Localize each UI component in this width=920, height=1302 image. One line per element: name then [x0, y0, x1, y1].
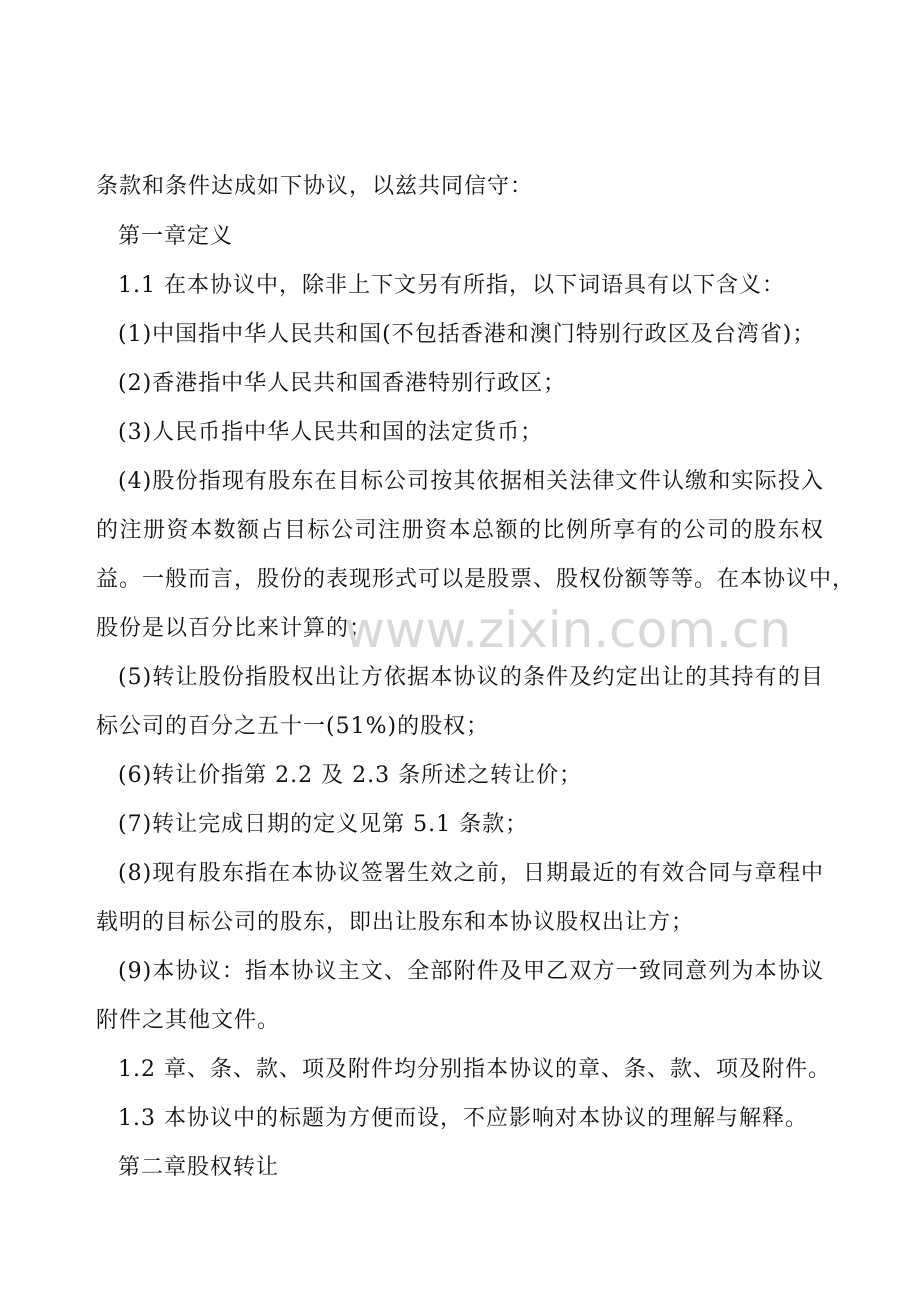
definition-line: (1)中国指中华人民共和国(不包括香港和澳门特别行政区及台湾省)；	[118, 322, 816, 347]
chapter-heading: 第一章定义	[118, 224, 234, 249]
definition-line: (9)本协议：指本协议主文、全部附件及甲乙双方一致同意列为本协议	[118, 959, 824, 984]
definition-line: (2)香港指中华人民共和国香港特别行政区；	[118, 371, 567, 396]
definition-line: 标公司的百分之五十一(51%)的股权；	[96, 714, 490, 739]
definition-line: 的注册资本数额占目标公司注册资本总额的比例所享有的公司的股东权	[96, 518, 824, 543]
watermark-text: www.zixin.com.cn	[344, 601, 792, 659]
clause-line: 1.2 章、条、款、项及附件均分别指本协议的章、条、款、项及附件。	[118, 1057, 831, 1082]
definition-line: (3)人民币指中华人民共和国的法定货币；	[118, 420, 544, 445]
definition-line: 附件之其他文件。	[96, 1008, 281, 1033]
definition-line: 股份是以百分比来计算的；	[96, 616, 373, 641]
definition-line: (6)转让价指第 2.2 及 2.3 条所述之转让价；	[118, 763, 583, 788]
clause-line: 1.3 本协议中的标题为方便而设，不应影响对本协议的理解与解释。	[118, 1106, 808, 1131]
definition-line: (4)股份指现有股东在目标公司按其依据相关法律文件认缴和实际投入	[118, 469, 824, 494]
chapter-heading: 第二章股权转让	[118, 1155, 280, 1180]
definition-line: (5)转让股份指股权出让方依据本协议的条件及约定出让的其持有的目	[118, 665, 824, 690]
definition-line: (7)转让完成日期的定义见第 5.1 条款；	[118, 812, 529, 837]
definition-line: (8)现有股东指在本协议签署生效之前，日期最近的有效合同与章程中	[118, 861, 824, 886]
clause-line: 1.1 在本协议中，除非上下文另有所指，以下词语具有以下含义：	[118, 273, 785, 298]
definition-line: 益。一般而言，股份的表现形式可以是股票、股权份额等等。在本协议中，	[96, 567, 856, 592]
paragraph-line: 条款和条件达成如下协议，以兹共同信守：	[96, 174, 534, 199]
definition-line: 载明的目标公司的股东，即出让股东和本协议股权出让方；	[96, 910, 695, 935]
